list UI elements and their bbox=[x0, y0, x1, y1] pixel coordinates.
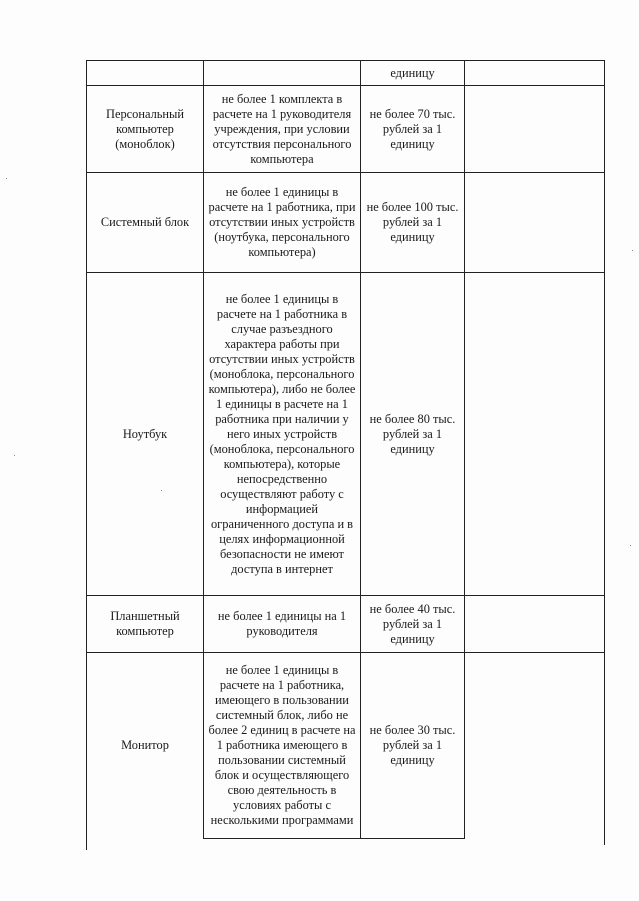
scan-speck bbox=[161, 490, 162, 491]
table-bottom-edge bbox=[203, 838, 464, 839]
table-cell-note bbox=[465, 173, 604, 272]
cell-text: не более 30 тыс. рублей за 1 единицу bbox=[369, 723, 456, 767]
table-cell-price bbox=[361, 596, 464, 652]
table-cell-name bbox=[87, 86, 203, 172]
table-cell-quantity bbox=[204, 273, 360, 595]
table-cell-price bbox=[361, 653, 464, 838]
cell-text: не более 80 тыс. рублей за 1 единицу bbox=[369, 411, 456, 456]
table-cell-name bbox=[87, 273, 203, 595]
table-cell-name bbox=[87, 653, 203, 838]
cell-text: не более 100 тыс. рублей за 1 единицу bbox=[366, 200, 459, 244]
scan-speck bbox=[632, 250, 633, 251]
table-cell-quantity bbox=[204, 653, 360, 838]
cell-text: не более 1 комплекта в расчете на 1 руководителя учреждения, при условии отсутствия персонального компьютера bbox=[212, 91, 352, 166]
cell-text: Планшетный компьютер bbox=[110, 609, 180, 638]
table-cell-note bbox=[465, 596, 604, 652]
table-cell-quantity bbox=[204, 86, 360, 172]
cell-text: не более 70 тыс. рублей за 1 единицу bbox=[369, 106, 456, 151]
table-cell-name bbox=[87, 596, 203, 652]
cell-text: Персональный компьютер (моноблок) bbox=[106, 106, 184, 151]
table-cell-price bbox=[361, 273, 464, 595]
table-cell-note bbox=[465, 273, 604, 595]
scan-speck bbox=[6, 178, 7, 179]
cell-text: Ноутбук bbox=[122, 426, 168, 441]
cell-text: не более 1 единицы в расчете на 1 работника, при отсутствии иных устройств (ноутбука, персонального компьютера) bbox=[208, 185, 356, 259]
table-right-border bbox=[604, 60, 605, 845]
cell-text: единицу bbox=[390, 65, 435, 80]
cell-text: не более 1 единицы на 1 руководителя bbox=[217, 609, 347, 638]
table-cell-continued-price bbox=[361, 61, 464, 85]
cell-text: Системный блок bbox=[100, 215, 190, 229]
scan-speck bbox=[630, 545, 631, 546]
table-cell-price bbox=[361, 86, 464, 172]
table-cell-note bbox=[465, 86, 604, 172]
table-cell-price bbox=[361, 173, 464, 272]
table-cell-name bbox=[87, 173, 203, 272]
cell-text: не более 40 тыс. рублей за 1 единицу bbox=[369, 601, 456, 646]
table-cell-note bbox=[465, 653, 604, 838]
table-cell-quantity bbox=[204, 596, 360, 652]
table-cell-quantity bbox=[204, 173, 360, 272]
cell-text: Монитор bbox=[121, 738, 169, 752]
scan-speck bbox=[14, 455, 15, 456]
table-top-border bbox=[86, 60, 605, 61]
cell-text: не более 1 единицы в расчете на 1 работника в случае разъездного характера работы при отсутствии иных устройств (моноблока, персонального компьютера), либо не более 1 единицы в расчете на 1 работника при наличии у него иных устройств (моноблока, персонального компьютера), которые непосредственно осуществляют работу с информацией ограниченного доступа и в целях информационной безопасности не имеют доступа в интернет bbox=[208, 291, 356, 576]
cell-text: не более 1 единицы в расчете на 1 работника, имеющего в пользовании системный блок, либо не более 2 единиц в расчете на 1 работника имеющего в пользовании системный блок и осуществляющего свою деятельность в условиях работы с несколькими программами bbox=[208, 663, 356, 827]
